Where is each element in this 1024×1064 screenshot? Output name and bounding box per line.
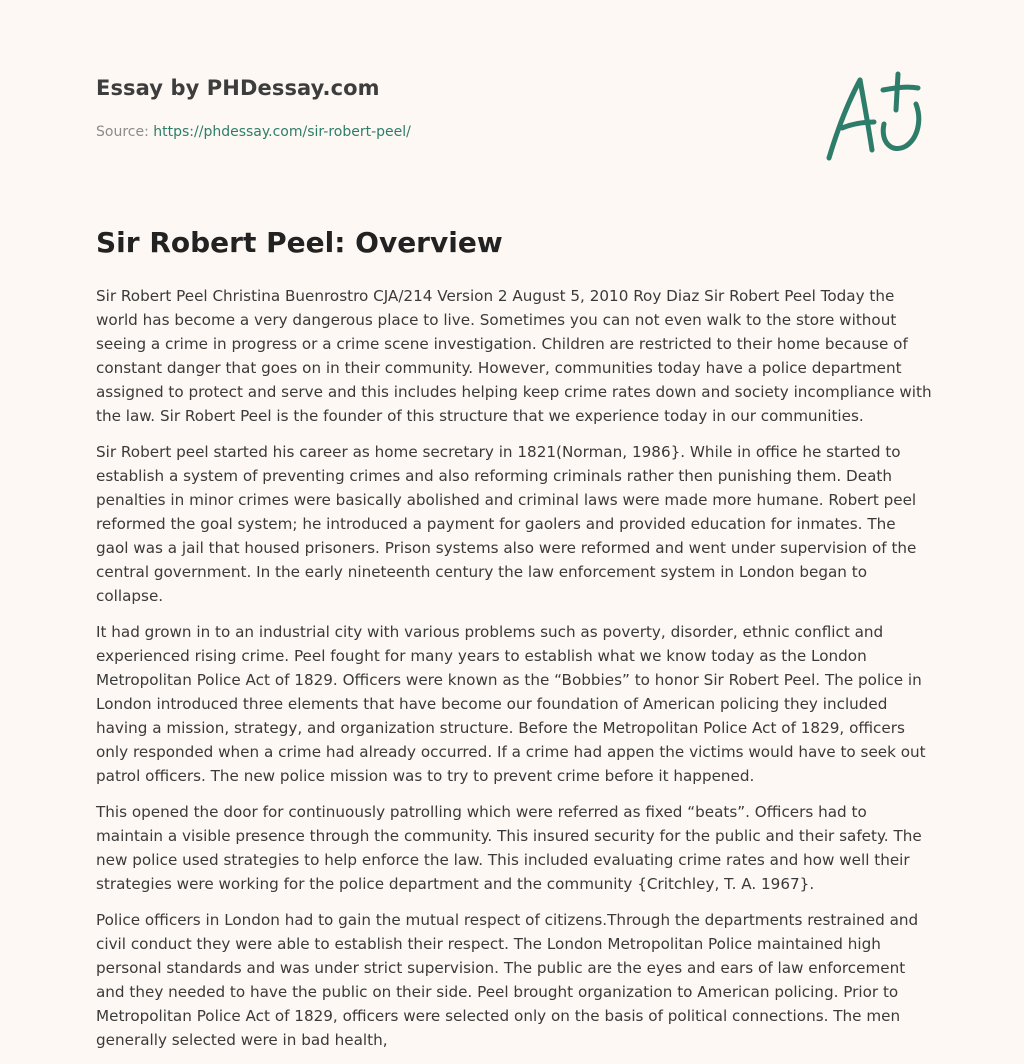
essay-paragraph: This opened the door for continuously patrolling which were referred as fixed “beats”. Officers had to maintain a visible presence through the community. This insured security for the public and their safety. The new police used strategies to help enforce the law. This included evaluating crime rates and how well their strategies were working for the police department and the community {Critchley, T. A. 1967}. — [96, 803, 922, 893]
a-plus-logo-icon — [820, 66, 930, 166]
essay-paragraph: Sir Robert Peel Christina Buenrostro CJA/214 Version 2 August 5, 2010 Roy Diaz Sir Robert Peel Today the world has become a very dangerous place to live. Sometimes you can not even walk to the store without seeing a crime in progress or a crime scene investigation. Children are restricted to their home because of constant danger that goes on in their community. However, communities today have a police department assigned to protect and serve and this includes helping keep crime rates down and society incompliance with the law. Sir Robert Peel is the founder of this structure that we experience today in our communities. — [96, 287, 932, 425]
a-plus-logo — [820, 66, 930, 166]
essay-paragraph: It had grown in to an industrial city with various problems such as poverty, disorder, ethnic conflict and experienced rising crime. Peel fought for many years to establish what we know today as the London Metropolitan Police Act of 1829. Officers were known as the “Bobbies” to honor Sir Robert Peel. The police in London introduced three elements that have become our foundation of American policing they included having a mission, strategy, and organization structure. Before the Metropolitan Police Act of 1829, officers only responded when a crime had already occurred. If a crime had appen the victims would have to seek out patrol officers. The new police mission was to try to prevent crime before it happened. — [96, 623, 926, 785]
essay-paragraph: Police officers in London had to gain the mutual respect of citizens.Through the departments restrained and civil conduct they were able to establish their respect. The London Metropolitan Police maintained high personal standards and was under strict supervision. The public are the eyes and ears of law enforcement and they needed to have the public on their side. Peel brought organization to American policing. Prior to Metropolitan Police Act of 1829, officers were selected only on the basis of political connections. The men generally selected were in bad health, — [96, 911, 919, 1049]
source-label: Source: — [96, 124, 149, 140]
site-title: Essay by PHDessay.com — [96, 76, 380, 100]
essay-body — [96, 284, 932, 1064]
source-line — [96, 124, 411, 140]
essay-title: Sir Robert Peel: Overview — [96, 226, 503, 259]
essay-paragraph: Sir Robert peel started his career as home secretary in 1821(Norman, 1986}. While in office he started to establish a system of preventing crimes and also reforming criminals rather then punishing them. Death penalties in minor crimes were basically abolished and criminal laws were made more humane. Robert peel reformed the goal system; he introduced a payment for gaolers and provided education for inmates. The gaol was a jail that housed prisoners. Prison systems also were reformed and went under supervision of the central government. In the early nineteenth century the law enforcement system in London began to collapse. — [96, 443, 917, 605]
source-link[interactable]: https://phdessay.com/sir-robert-peel/ — [153, 124, 411, 140]
